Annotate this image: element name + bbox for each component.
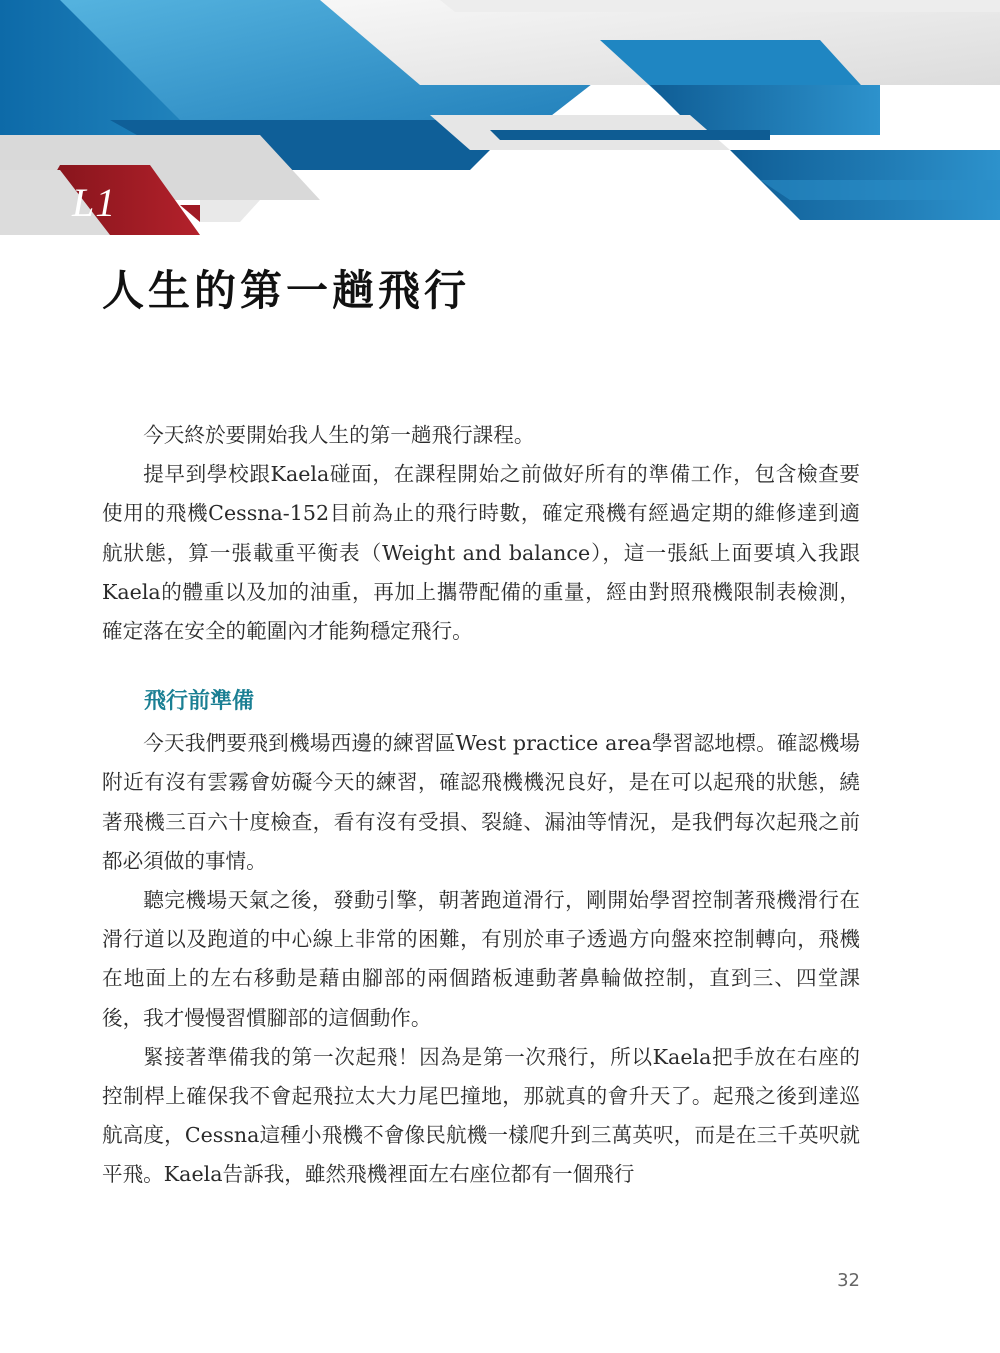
intro-paragraph: 今天終於要開始我人生的第一趟飛行課程。	[143, 423, 535, 447]
article-body	[102, 416, 860, 1195]
section-heading: 飛行前準備	[144, 689, 255, 715]
intro-paragraph: 提早到學校跟Kaela碰面，在課程開始之前做好所有的準備工作，包含檢查要使用的飛機Cessna-152目前為止的飛行時數，確定飛機有經過定期的維修達到適航狀態，算一張載重平衡表（Weight and balance），這一張紙上面要填入我跟Kaela的體重以及加的油重，再加上攜帶配備的重量，經由對照飛機限制表檢測，確定落在安全的範圍內才能夠穩定飛行。	[102, 462, 860, 644]
section-paragraph: 聽完機場天氣之後，發動引擎，朝著跑道滑行，剛開始學習控制著飛機滑行在滑行道以及跑道的中心線上非常的困難，有別於車子透過方向盤來控制轉向，飛機在地面上的左右移動是藉由腳部的兩個踏板連動著鼻輪做控制，直到三、四堂課後，我才慢慢習慣腳部的這個動作。	[102, 888, 860, 1030]
section-paragraph: 緊接著準備我的第一次起飛！因為是第一次飛行，所以Kaela把手放在右座的控制桿上確保我不會起飛拉太大力尾巴撞地，那就真的會升天了。起飛之後到達巡航高度，Cessna這種小飛機不會像民航機一樣爬升到三萬英呎，而是在三千英呎就平飛。Kaela告訴我，雖然飛機裡面左右座位都有一個飛行	[102, 1044, 860, 1187]
section-paragraph: 今天我們要飛到機場西邊的練習區West practice area學習認地標。確認機場附近有沒有雲霧會妨礙今天的練習，確認飛機機況良好，是在可以起飛的狀態，繞著飛機三百六十度檢查，看有沒有受損、裂縫、漏油等情況，是我們每次起飛之前都必須做的事情。	[102, 731, 860, 873]
lesson-number: L1	[72, 180, 117, 225]
page-title: 人生的第一趟飛行	[102, 266, 471, 315]
page-number: 32	[837, 1270, 860, 1291]
